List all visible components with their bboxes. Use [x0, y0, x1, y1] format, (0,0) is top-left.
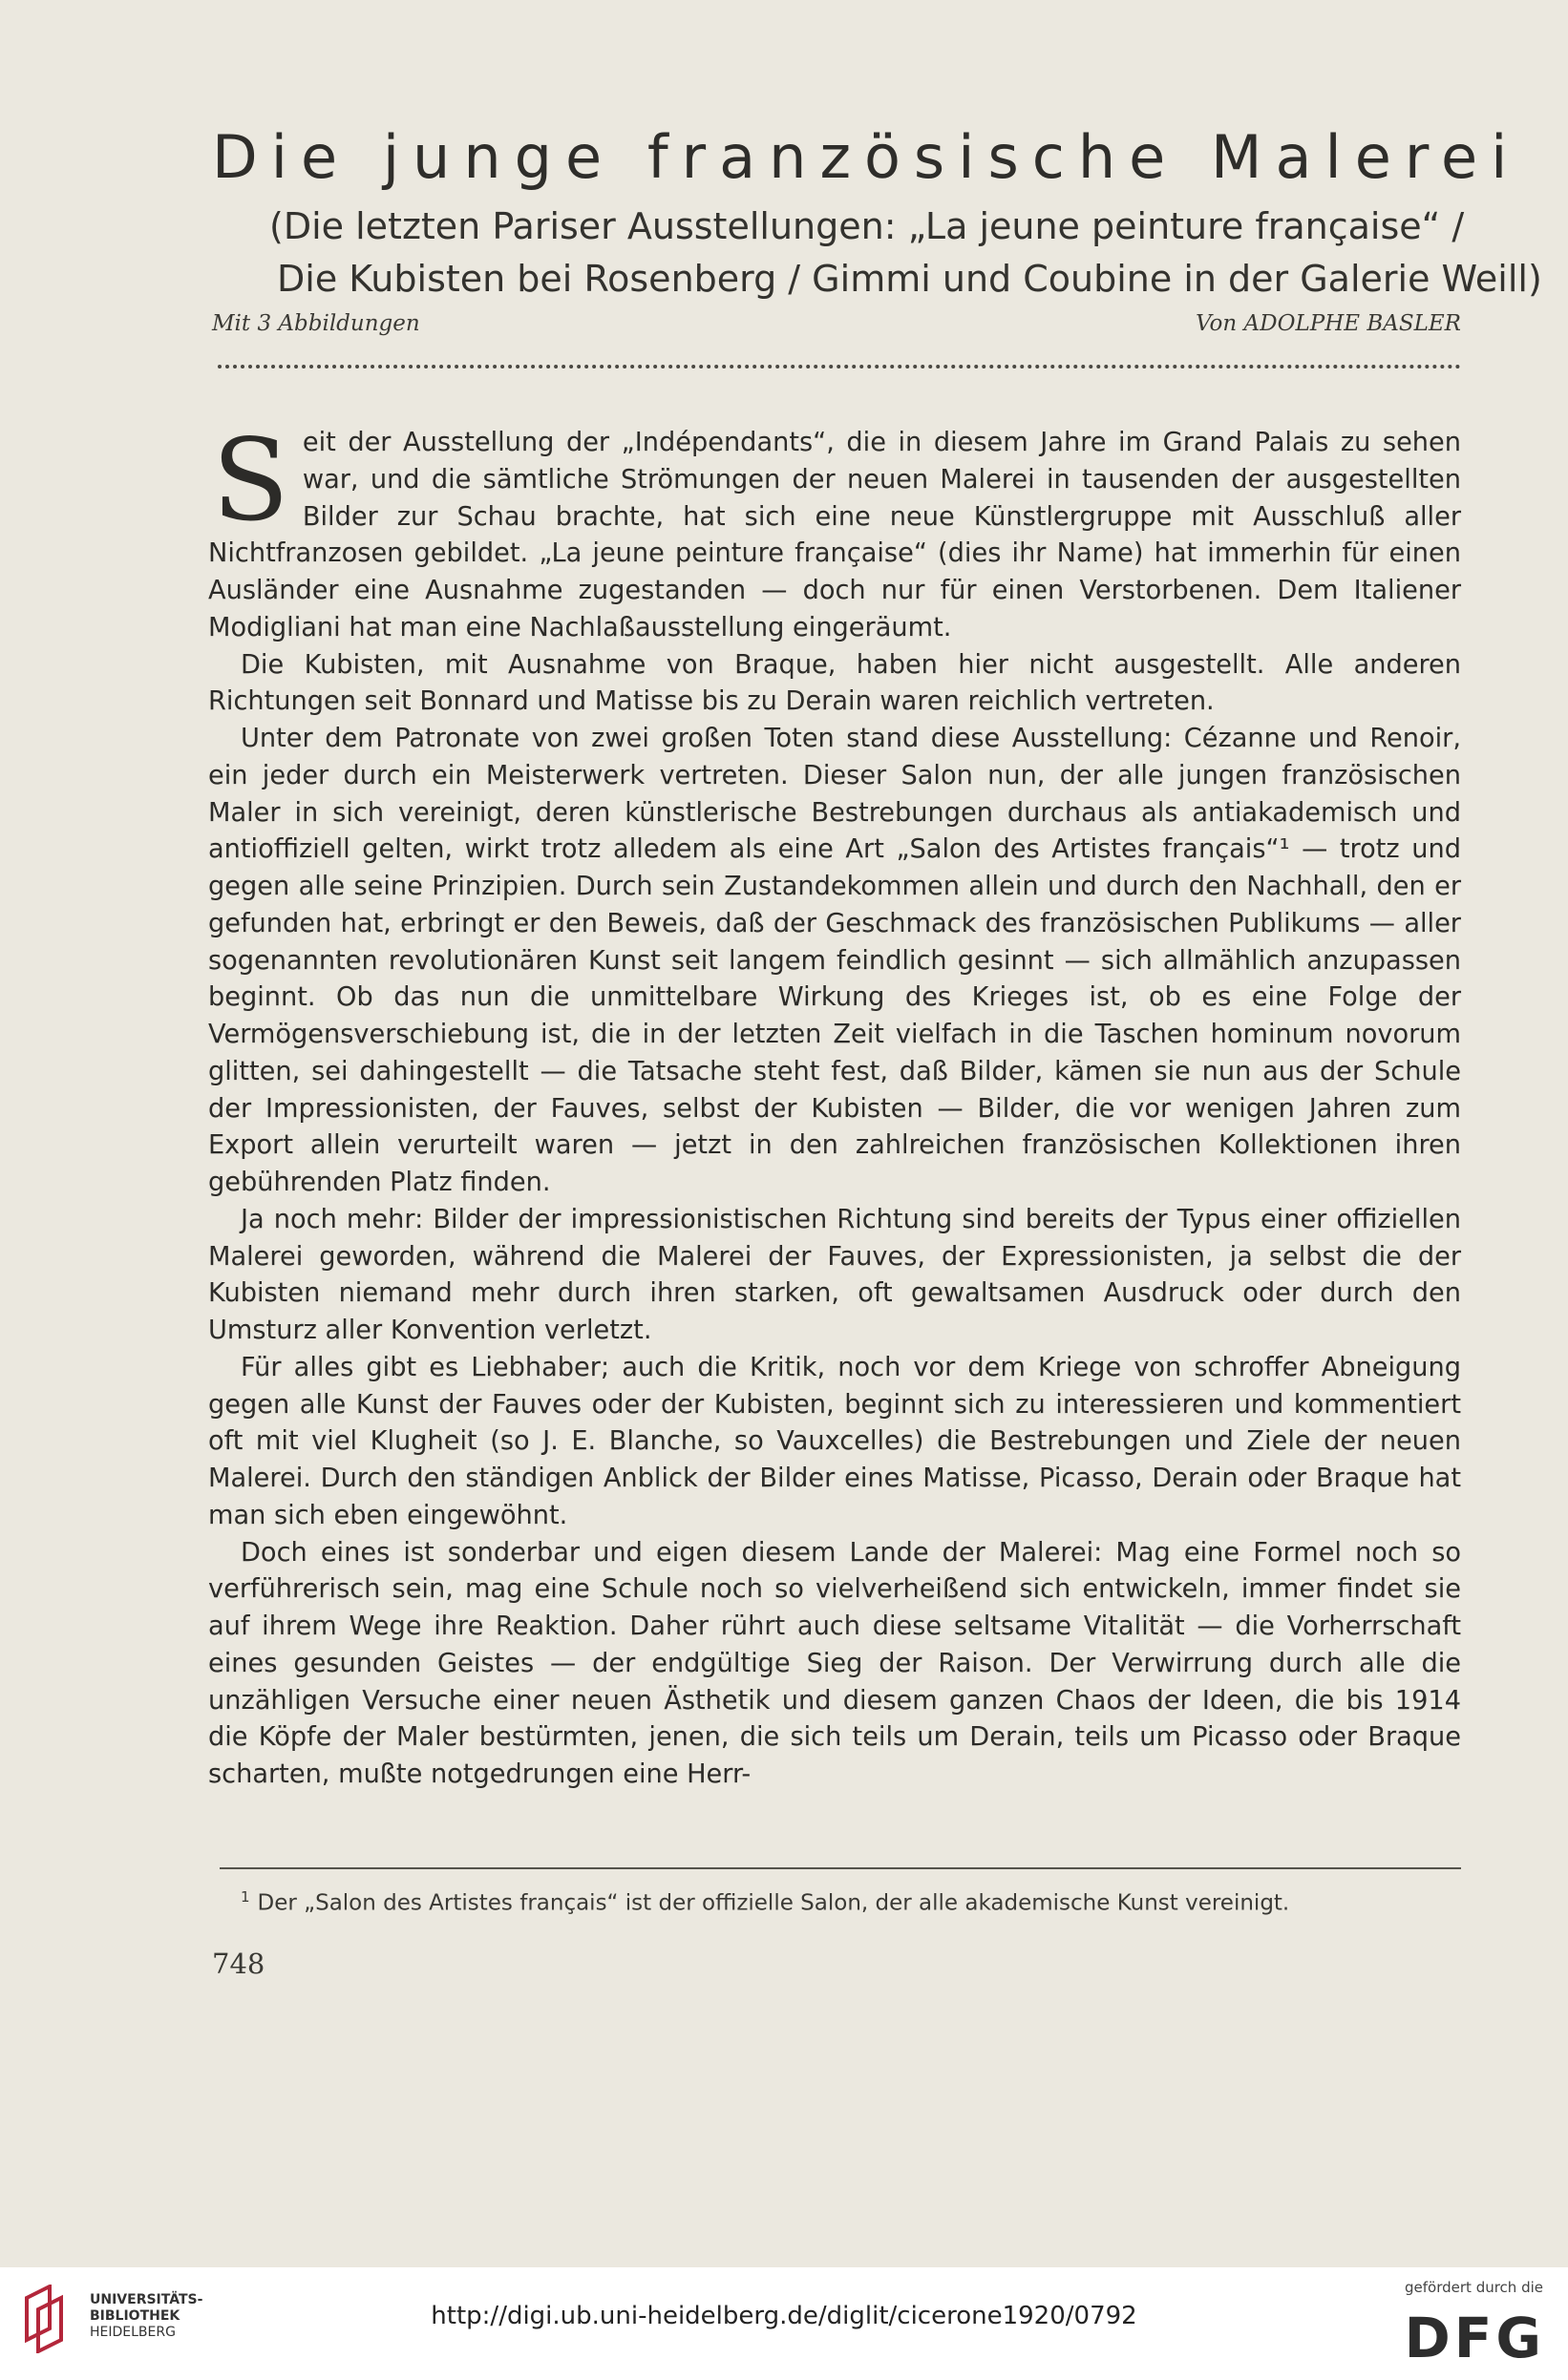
funded-by-label: gefördert durch die — [1405, 2279, 1543, 2296]
permalink-url[interactable]: http://digi.ub.uni-heidelberg.de/diglit/cicerone1920/0792 — [431, 2302, 1137, 2330]
digitization-footer — [0, 2267, 1568, 2380]
library-name-line-1: UNIVERSITÄTS- — [90, 2292, 203, 2307]
paragraph-6: Doch eines ist sonderbar und eigen diesem Lande der Malerei: Mag eine Formel noch so verführerisch sein, mag eine Schule noch so vielverheißend sich entwickeln, immer findet sie auf ihrem Wege ihre Reaktion. Daher rührt auch diese seltsame Vitalität — die Vorherrschaft eines gesunden Geistes — der endgültige Sieg der Raison. Der Verwirrung durch alle die unzähligen Versuche einer neuen Ästhetik und diesem ganzen Chaos der Ideen, die bis 1914 die Köpfe der Maler bestürmten, jenen, die sich teils um Derain, teils um Picasso oder Braque scharten, mußte notgedrungen eine Herr- — [208, 1537, 1461, 1789]
article-subtitle-line-2: Die Kubisten bei Rosenberg / Gimmi und Coubine in der Galerie Weill) — [277, 258, 1542, 300]
footnote — [241, 1888, 1463, 1916]
illustrations-note: Mit 3 Abbildungen — [212, 311, 420, 336]
author-byline: Von ADOLPHE BASLER — [1196, 311, 1461, 336]
drop-cap: S — [212, 414, 289, 546]
paragraph-1 — [208, 414, 1461, 647]
article-body — [208, 414, 1461, 1794]
dfg-logo: DFG — [1404, 2306, 1545, 2370]
paragraph-3: Unter dem Patronate von zwei großen Toten stand diese Ausstellung: Cézanne und Renoir, ein jeder durch ein Meisterwerk vertreten. Dieser Salon nun, der alle jungen französischen Maler in sich vereinigt, deren künstlerische Bestrebungen durchaus als antiakademisch und antioffiziell gelten, wirkt trotz alledem als eine Art „Salon des Artistes français“¹ — trotz und gegen alle seine Prinzipien. Durch sein Zustandekommen allein und durch den Nachhall, den er gefunden hat, erbringt er den Beweis, daß der Geschmack des französischen Publikums — aller sogenannten revolutionären Kunst seit langem feindlich gesinnt — sich allmählich anzupassen beginnt. Ob das nun die unmittelbare Wirkung des Krieges ist, ob es eine Folge der Vermögensverschiebung ist, die in der letzten Zeit vielfach in die Taschen hominum novorum glitten, sei dahingestellt — die Tatsache steht fest, daß Bilder, kämen sie nun aus der Schule der Impressionisten, der Fauves, selbst der Kubisten — Bilder, die vor wenigen Jahren zum Export allein verurteilt waren — jetzt in den zahlreichen französischen Kollektionen ihren gebührenden Platz finden. — [208, 724, 1461, 1197]
paragraph-text: eit der Ausstellung der „Indépendants“, die in diesem Jahre im Grand Palais zu sehen war, und die sämtliche Strömungen der neuen Malerei in tausenden der ausgestellten Bilder zur Schau brachte, hat sich eine neue Künstlergruppe mit Ausschluß aller Nichtfranzosen gebildet. „La jeune peinture française“ (dies ihr Name) hat immerhin für einen Ausländer eine Ausnahme zugestanden — doch nur für einen Verstorbenen. Dem Italiener Modigliani hat man eine Nachlaßausstellung eingeräumt. — [208, 428, 1461, 642]
paragraph-5: Für alles gibt es Liebhaber; auch die Kritik, noch vor dem Kriege von schroffer Abneigung gegen alle Kunst der Fauves oder der Kubisten, beginnt sich zu interessieren und kommentiert oft mit viel Klugheit (so J. E. Blanche, so Vauxcelles) die Bestrebungen und Ziele der neuen Malerei. Durch den ständigen Anblick der Bilder eines Matisse, Picasso, Derain oder Braque hat man sich eben eingewöhnt. — [208, 1352, 1461, 1530]
article-title: Die junge französische Malerei — [212, 122, 1521, 192]
paragraph-4: Ja noch mehr: Bilder der impressionistischen Richtung sind bereits der Typus einer offiziellen Malerei geworden, während die Malerei der Fauves, der Expressionisten, ja selbst die der Kubisten niemand mehr durch ihren starken, oft gewaltsamen Ausdruck oder durch den Umsturz aller Konvention verletzt. — [208, 1204, 1461, 1345]
article-subtitle-line-1: (Die letzten Pariser Ausstellungen: „La jeune peinture française“ / — [269, 205, 1465, 247]
footnote-marker: 1 — [241, 1888, 250, 1906]
footnote-divider — [220, 1867, 1461, 1869]
paragraph-2: Die Kubisten, mit Ausnahme von Braque, haben hier nicht ausgestellt. Alle anderen Richtungen seit Bonnard und Matisse bis zu Derain waren reichlich vertreten. — [208, 649, 1461, 717]
page-number: 748 — [212, 1948, 265, 1980]
library-name-line-2: BIBLIOTHEK — [90, 2308, 180, 2324]
footnote-text: Der „Salon des Artistes français“ ist der offizielle Salon, der alle akademische Kunst vereinigt. — [257, 1890, 1290, 1916]
dotted-divider — [218, 365, 1461, 369]
library-name-line-3: HEIDELBERG — [90, 2325, 176, 2340]
